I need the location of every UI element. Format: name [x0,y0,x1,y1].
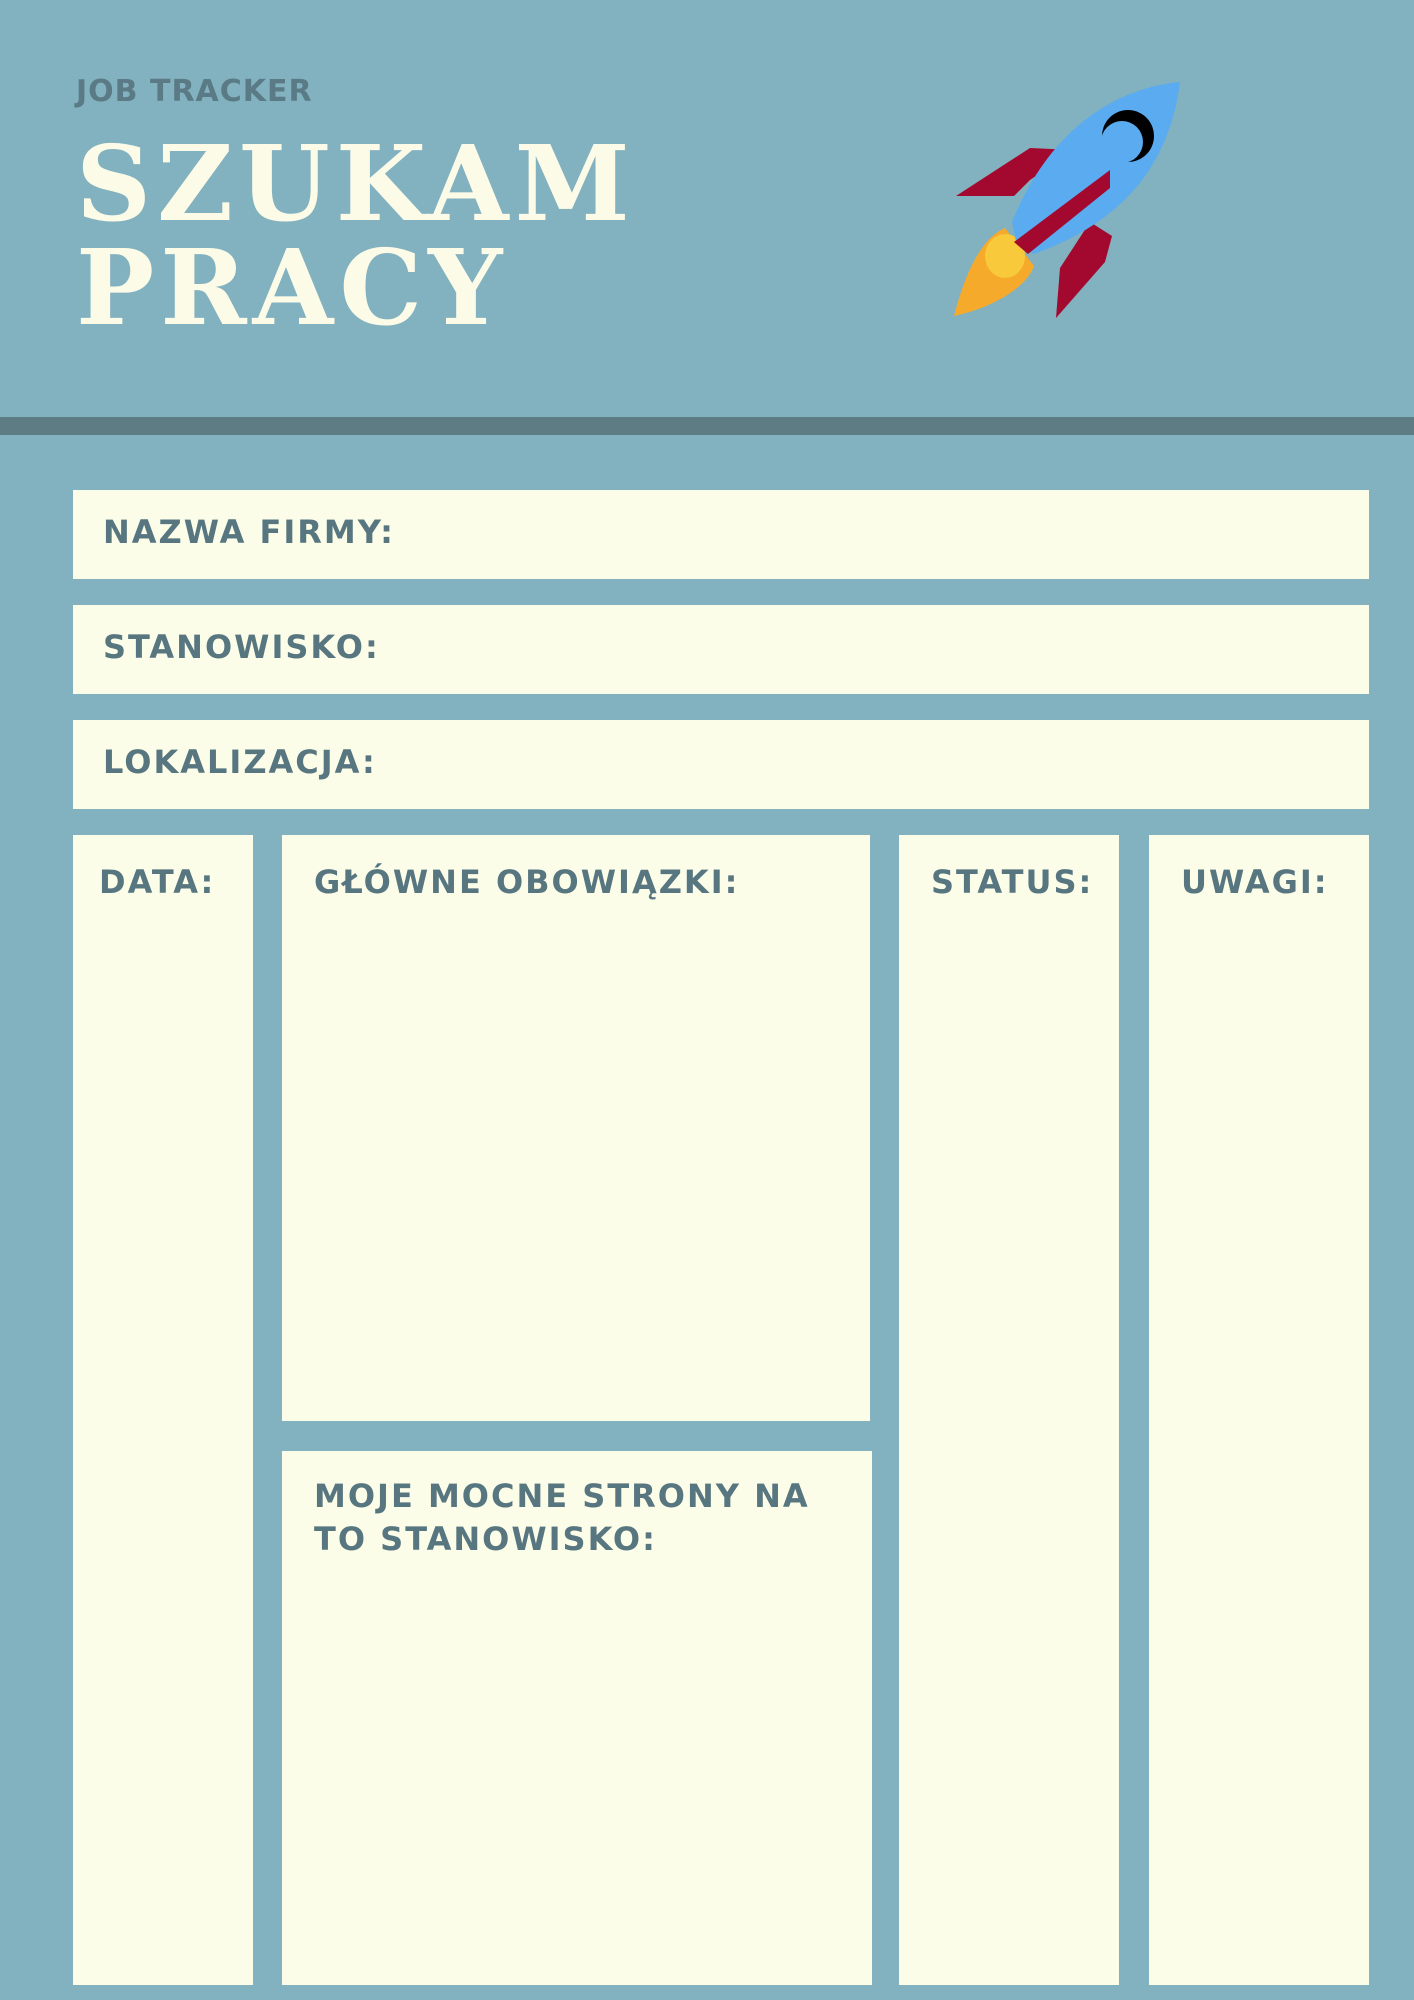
strengths-box[interactable] [282,1451,872,1985]
notes-label: UWAGI: [1181,863,1329,901]
page-title [76,122,636,349]
company-name-field[interactable] [73,490,1369,579]
notes-column[interactable] [1149,835,1369,1985]
position-label: STANOWISKO: [103,628,380,666]
status-label: STATUS: [931,863,1094,901]
page-title-line-1: SZUKAM [76,122,636,245]
eyebrow-label: JOB TRACKER [76,74,313,109]
date-label: DATA: [99,863,216,901]
position-field[interactable] [73,605,1369,694]
location-label: LOKALIZACJA: [103,743,377,781]
main-duties-label: GŁÓWNE OBOWIĄZKI: [314,863,740,901]
header-divider [0,417,1414,435]
strengths-label: MOJE MOCNE STRONY NA TO STANOWISKO: [314,1477,810,1558]
status-column[interactable] [899,835,1119,1985]
rocket-icon [930,70,1190,330]
page-title-line-2: PRACY [76,226,509,349]
date-column[interactable] [73,835,253,1985]
location-field[interactable] [73,720,1369,809]
company-name-label: NAZWA FIRMY: [103,513,395,551]
rocket-window [1101,121,1143,163]
main-duties-box[interactable] [282,835,870,1421]
